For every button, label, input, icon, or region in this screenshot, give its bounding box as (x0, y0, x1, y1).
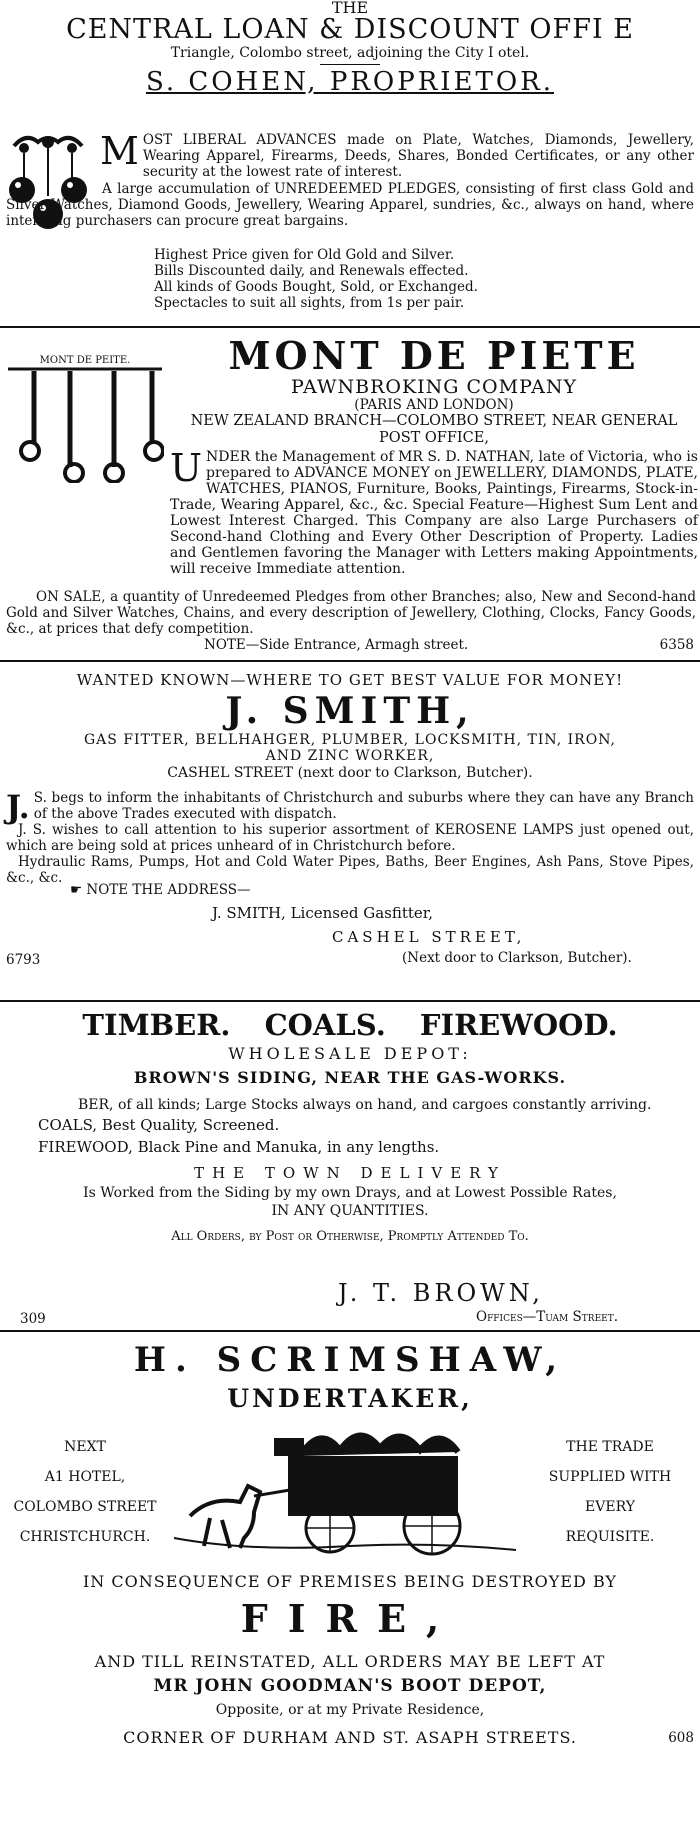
timber-ad (0, 1007, 700, 1327)
ad2-paragraph: NDER the Management of MR S. D. NATHAN, late of Victoria, who is prepared to ADVANCE MONEY on JEWELLERY, DIAMONDS, PLATE, WATCHES, PIANOS, Furniture, Books, Paintings, Firearms, Stock-in-Trade, Wearing Apparel, &c., &c. Special Feature—Highest Sum Lent and Lowest Interest Charged. This Company are also Large Purchasers of Second-hand Clothing and Every Other Description of Property. Ladies and Gentlemen favoring the Manager with Letters making Appointments, will receive Immediate attention. (170, 449, 698, 577)
ad-title: CENTRAL LOAN & DISCOUNT OFFI E (66, 14, 634, 45)
ad-timber: BER, of all kinds; Large Stocks always on hand, and cargoes constantly arriving. (78, 1097, 652, 1113)
ad-offices: Offices—Tuam Street. (476, 1309, 619, 1325)
ad-quantities: IN ANY QUANTITIES. (271, 1203, 429, 1219)
address-line: CHRISTCHURCH. (19, 1529, 151, 1545)
ad-address: Triangle, Colombo street, adjoining the City I otel. (170, 45, 530, 61)
trade-line: SUPPLIED WITH (548, 1469, 672, 1485)
ad1-paragraph: OST LIBERAL ADVANCES made on Plate, Watches, Diamonds, Jewellery, Wearing Apparel, Firearms, Deeds, Shares, Bonded Certificates, or any other security at the lowest rate of interest. (142, 132, 694, 180)
ad-fire: FIRE, (240, 1596, 460, 1641)
ad-trades: AND ZINC WORKER, (265, 748, 435, 764)
ad-number: 309 (20, 1311, 46, 1327)
rule (0, 1000, 700, 1002)
ad2-paragraph: ON SALE, a quantity of Unredeemed Pledges from other Branches; also, New and Second-hand Gold and Silver Watches, Chains, and every description of Jewellery, Clothing, Clocks, Fancy Goods, &c., at prices that defy competition. (6, 589, 696, 637)
ad3-paragraph: S. begs to inform the inhabitants of Christchurch and suburbs where they can have any Branch of the above Trades executed with dispatch. (33, 790, 694, 822)
signature: J. T. BROWN, (338, 1279, 544, 1307)
ad2-note: NOTE—Side Entrance, Armagh street. (204, 637, 469, 653)
ad-title: J. SMITH, (225, 690, 475, 732)
list-item: Bills Discounted daily, and Renewals effected. (154, 263, 469, 279)
ad-the: THE (331, 0, 369, 17)
j-smith-ad (0, 670, 700, 968)
ad-opposite: Opposite, or at my Private Residence, (215, 1702, 485, 1718)
drop-cap: M (100, 129, 139, 173)
trade-line: REQUISITE. (565, 1529, 655, 1545)
address-line: NEXT (64, 1439, 106, 1455)
ad-reinstated: AND TILL REINSTATED, ALL ORDERS MAY BE LEFT AT (94, 1652, 606, 1671)
trade-line: THE TRADE (566, 1439, 654, 1455)
rule (0, 326, 700, 328)
sign-label: MONT DE PEITE. (39, 355, 131, 366)
signature: J. SMITH, Licensed Gasfitter, (212, 904, 434, 922)
rule (0, 1330, 700, 1332)
ad3-note: ☛ NOTE THE ADDRESS— (70, 882, 251, 898)
ad-depot: MR JOHN GOODMAN'S BOOT DEPOT, (153, 1676, 547, 1696)
address-line: COLOMBO STREET (13, 1499, 157, 1515)
ad2-header (170, 335, 698, 577)
left-column (0, 1432, 170, 1552)
scrimshaw-ad (0, 1336, 700, 1747)
ad-wanted: WANTED KNOWN—WHERE TO GET BEST VALUE FOR MONEY! (76, 671, 624, 689)
ad-worked: Is Worked from the Siding by my own Drays, and at Lowest Possible Rates, (83, 1185, 617, 1201)
ad2-body (170, 446, 698, 577)
ad-delivery: THE TOWN DELIVERY (194, 1164, 506, 1182)
rule (0, 660, 700, 662)
ad-trades: GAS FITTER, BELLHAHGER, PLUMBER, LOCKSMITH, TIN, IRON, (83, 732, 616, 748)
ad-title: H. SCRIMSHAW, (133, 1340, 567, 1380)
list-item: All kinds of Goods Bought, Sold, or Exchanged. (154, 279, 478, 295)
drop-cap: U (170, 446, 203, 490)
ad-depot: WHOLESALE DEPOT: (228, 1044, 472, 1063)
ad-title: TIMBER. COALS. FIREWOOD. (82, 1008, 618, 1042)
ad-branch: NEW ZEALAND BRANCH—COLOMBO STREET, NEAR GENERAL POST OFFICE, (190, 413, 678, 446)
ad-consequence: IN CONSEQUENCE OF PREMISES BEING DESTROYED BY (82, 1572, 617, 1591)
ad-orders: All Orders, by Post or Otherwise, Promptly Attended To. (171, 1229, 529, 1244)
ad1-paragraph: A large accumulation of UNREDEEMED PLEDGES, consisting of first class Gold and Silver Watches, Diamond Goods, Jewellery, Wearing Apparel, sundries, &c., always on hand, where intending purchasers can procure great bargains. (6, 181, 694, 229)
central-loan-ad (0, 0, 700, 311)
signature-street: CASHEL STREET, (332, 928, 526, 946)
hearse-illustration (170, 1416, 520, 1566)
ad-number: 608 (668, 1730, 694, 1746)
ad1-list (154, 247, 694, 311)
ad-coals: COALS, Best Quality, Screened. (38, 1116, 280, 1134)
ad-firewood: FIREWOOD, Black Pine and Manuka, in any lengths. (38, 1138, 440, 1156)
drop-cap: J. (6, 788, 30, 826)
ad-number: 6793 (6, 952, 41, 968)
signature-note: (Next door to Clarkson, Butcher). (402, 950, 632, 966)
ad1-body (100, 129, 694, 180)
ad-address: CASHEL STREET (next door to Clarkson, Butcher). (167, 765, 533, 781)
ad-title: MONT DE PIETE (228, 333, 640, 378)
list-item: Spectacles to suit all sights, from 1s per pair. (154, 295, 465, 311)
ad3-paragraph: Hydraulic Rams, Pumps, Hot and Cold Water Pipes, Baths, Beer Engines, Ash Pans, Stove Pipes, &c., &c. (6, 854, 694, 886)
ad-number: 6358 (659, 637, 694, 653)
ad-siding: BROWN'S SIDING, NEAR THE GAS-WORKS. (133, 1068, 567, 1087)
right-column (520, 1432, 700, 1552)
trade-line: EVERY (585, 1499, 635, 1515)
ad-parens: (PARIS AND LONDON) (354, 397, 514, 413)
pawn-sign-icon (6, 355, 164, 485)
ad-subtitle: UNDERTAKER, (227, 1384, 473, 1413)
ad3-body (6, 790, 694, 886)
ad3-paragraph: J. S. wishes to call attention to his superior assortment of KEROSENE LAMPS just opened out, which are being sold at prices unheard of in Christchurch before. (6, 822, 694, 854)
list-item: Highest Price given for Old Gold and Silver. (154, 247, 455, 263)
ad-subtitle: PAWNBROKING COMPANY (290, 376, 578, 398)
ad-corner: CORNER OF DURHAM AND ST. ASAPH STREETS. (123, 1728, 577, 1747)
proprietor-name: S. COHEN, PROPRIETOR. (145, 67, 555, 97)
address-line: A1 HOTEL, (44, 1469, 126, 1485)
